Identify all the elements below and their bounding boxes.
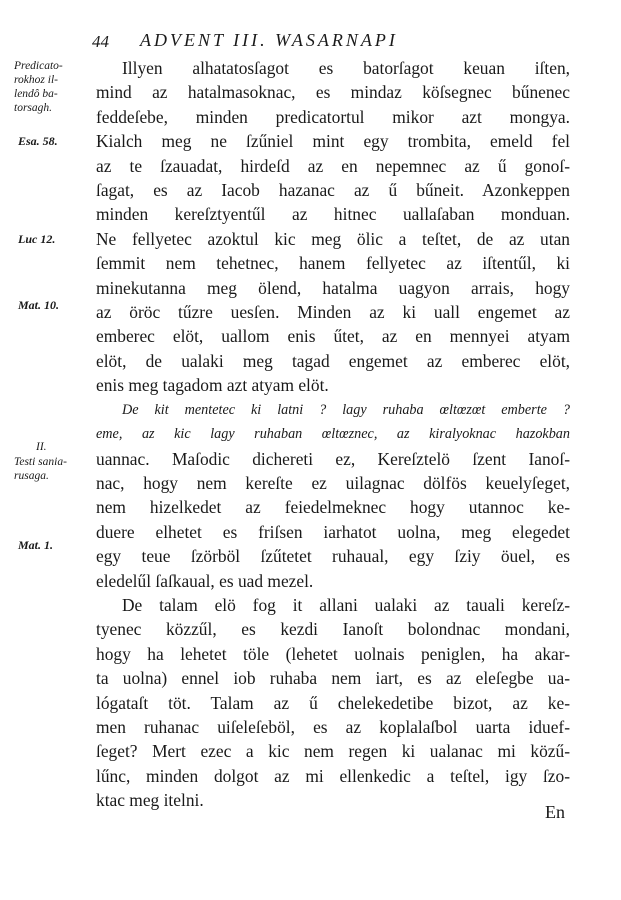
text-line: ta uolna) ennel iob ruhaba nem iart, es az eleſegbe ua- bbox=[96, 668, 570, 689]
margin-note-luc bbox=[18, 232, 55, 247]
margin-note-mat1 bbox=[18, 538, 53, 553]
page-header bbox=[92, 30, 562, 54]
text-line: lűnc, minden dolgot az mi ellenkedic a teſtel, igy ſzo- bbox=[96, 765, 570, 786]
text-line: Illyen alhatatosſagot es batorſagot keuan iſten, bbox=[122, 58, 570, 78]
running-title: ADVENT III. WASARNAPI bbox=[140, 30, 398, 50]
text-line: eledelűl ſaſkaual, es uad mezel. bbox=[96, 570, 314, 591]
main-text bbox=[96, 56, 570, 813]
text-line: enis meg tagadom azt atyam elöt. bbox=[96, 375, 329, 396]
text-line: elöt, de ualaki meg tagad engemet az emberec elöt, bbox=[96, 350, 570, 371]
margin-note-line: lendô ba- bbox=[14, 88, 58, 100]
scripture-ref: Esa. 58. bbox=[18, 134, 58, 148]
margin-note-line: torsagh. bbox=[14, 102, 53, 114]
text-line: az te ſzauadat, hirdeſd az en nepemnec az ű gonoſ- bbox=[96, 155, 570, 176]
text-line: Ne fellyetec azoktul kic meg ölic a teſtet, de az utan bbox=[96, 228, 570, 249]
page-number: 44 bbox=[92, 32, 109, 51]
text-line: nac, hogy nem kereſte ez uilagnac dölfös keuelyſeget, bbox=[96, 472, 570, 493]
text-line: ſagat, es az Iacob hazanac az ű bűneit. Azonkeppen bbox=[96, 180, 570, 201]
text-line: az öröc tűzre uesſen. Minden az ki uall engemet az bbox=[96, 302, 570, 323]
text-line: Kialch meg ne ſzűniel mint egy trombita, emeld fel bbox=[96, 131, 570, 152]
margin-note-mat10 bbox=[18, 298, 59, 313]
text-line: minden kereſztyentűl az hitnec uallaſaban monduan. bbox=[96, 204, 570, 225]
text-line: ſemmit nem tehetnec, hanem fellyetec az iſtentűl, ki bbox=[96, 253, 570, 274]
text-line: De talam elö fog it allani ualaki az tauali kereſz- bbox=[122, 594, 570, 615]
margin-note-line: rokhoz il- bbox=[14, 74, 58, 86]
margin-note-testi-saniarusaga bbox=[14, 455, 67, 483]
text-line: minekutanna meg ölend, hatalma uagyon arrais, hogy bbox=[96, 277, 570, 298]
margin-note-line: II. bbox=[36, 441, 47, 453]
text-line: egy teue ſzörböl ſzűtetet ruhaual, egy ſziy öuel, es bbox=[96, 546, 570, 567]
text-line: uannac. Maſodic dichereti ez, Kereſztelö ſzent Ianoſ- bbox=[96, 448, 570, 469]
margin-note-ii bbox=[36, 440, 47, 454]
margin-note-predicatorokhoz bbox=[14, 59, 63, 115]
text-line: lógataſt töt. Talam az ű chelekedetibe bizot, az ke- bbox=[96, 692, 570, 713]
text-line: duere elhetet es friſsen iarhatot uolna, meg elegedet bbox=[96, 521, 570, 542]
margin-note-line: rusaga. bbox=[14, 470, 49, 482]
text-line: hogy ha lehetet töle (lehetet uolnais peniglen, ha akar- bbox=[96, 643, 570, 664]
margin-note-esa bbox=[18, 134, 58, 149]
text-line: ſeget? Mert ezec a kic nem regen ki ualanac mi közű- bbox=[96, 741, 570, 762]
margin-note-line: Predicato- bbox=[14, 60, 63, 72]
text-line: tyenec közzűl, es kezdi Ianoſt bolondnac mondani, bbox=[96, 619, 570, 640]
scripture-ref: Mat. 10. bbox=[18, 298, 60, 312]
scripture-ref: Luc 12. bbox=[18, 232, 56, 246]
quotation-line: eme, az kic lagy ruhaban œltœznec, az kiralyoknac hazokban bbox=[96, 426, 570, 443]
margin-note-line: Testi sania- bbox=[14, 456, 67, 468]
text-line: emberec elöt, uallom enis űtet, az en mennyei atyam bbox=[96, 326, 570, 347]
text-line: nem hizelkedet az feiedelmeknec hogy utannoc ke- bbox=[96, 497, 570, 518]
text-line: ktac meg itelni. bbox=[96, 790, 204, 811]
text-line: feddeſebe, minden predicatortul mikor azt mongya. bbox=[96, 106, 570, 127]
text-line: men ruhanac uiſeleſeböl, es az koplalaſbol uarta iduef- bbox=[96, 716, 570, 737]
scripture-ref: Mat. 1. bbox=[18, 538, 54, 552]
text-line: mind az hatalmasoknac, es mindaz köſsegnec bűnenec bbox=[96, 82, 570, 103]
quotation-line: De kit mentetec ki latni ? lagy ruhaba œltœzœt emberte ? bbox=[122, 401, 570, 418]
catchword: En bbox=[545, 802, 565, 822]
